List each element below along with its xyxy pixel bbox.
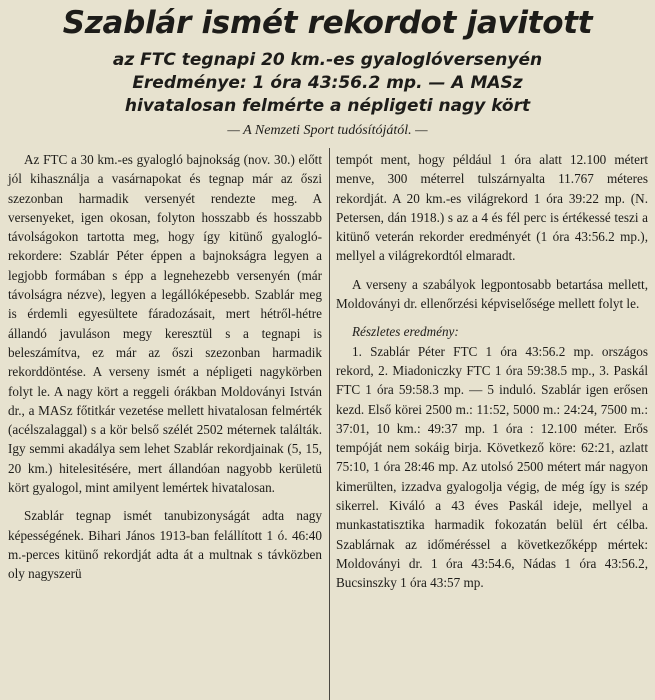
- paragraph: A verseny a szabályok legpontosabb betartása mellett, Moldoványi dr. ellenőrzési képviselősége mellett folyt le.: [336, 276, 648, 312]
- paragraph: Szablár tegnap ismét tanubizonyságát adta nagy képességének. Bihari János 1913-ban felállított 1 ó. 46:40 m.-perces kitünő rekordját adta át a multnak s távközben oly nagyszerü: [8, 508, 322, 582]
- subheadline-1: az FTC tegnapi 20 km.-es gyaloglóversenyén: [112, 50, 543, 70]
- results-heading: Részletes eredmény:: [352, 324, 459, 340]
- column-divider: [329, 148, 330, 700]
- headline: Szablár ismét rekordot javitott: [62, 5, 593, 41]
- byline: — A Nemzeti Sport tudósítójától. —: [227, 123, 428, 138]
- subheadline-2: Eredménye: 1 óra 43:56.2 mp. — A MASz: [132, 73, 523, 93]
- results-paragraph: 1. Szablár Péter FTC 1 óra 43:56.2 mp. országos rekord, 2. Miadoniczky FTC 1 óra 59:38.5 mp., 3. Paskál FTC 1 óra 59:58.3 mp. — 5 induló. Szablár igen erősen kezd. Első körei 2500 m.: 11:52, 5000 m.: 24:24, 7500 m.: 37:01, 10 km.: 49:37 mp. 1 óra : 12.100 méter. Erős tempóját nem sokáig birja. Következő köre: 62:21, azlatt 75:10, 1 óra 28:46 mp. Az utolsó 2500 métert már nagyon kimerülten, izzadva gyalogolja végig, de még így is szép sikerrel. Kiváló a 43 éves Paskál ideje, mellyel a munkastatisztika harmadik fokozatán belül ért célba. Szablárnak az időméréssel a következőképp mértek: Moldoványi dr. 1 óra 43:54.6, Nádas 1 óra 43:56.2, Bucsinszky 1 óra 43:57 mp.: [336, 343, 648, 591]
- subheadline-3: hivatalosan felmérte a népligeti nagy kört: [124, 96, 531, 116]
- paragraph: tempót ment, hogy például 1 óra alatt 12.100 métert menve, 300 méterrel tulszárnyalta 11.767 méteres rekordját. A 20 km.-es világrekord 1 óra 39:22 mp. (N. Petersen, dán 1918.) s az a 4 és fél perc is értékessé teszi a kitünő veterán rekorder eredményét (1 óra 43:56.2 mp.), mellyel a világrekordtól elmaradt.: [336, 152, 648, 264]
- paragraph: Az FTC a 30 km.-es gyalogló bajnokság (nov. 30.) előtt jól kihasználja a vasárnapokat és tegnap már az őszi szezonban harmadik versenyét rendezte meg. A versenyeket, igen okosan, folyton hosszabb és hosszabb távolságokon tartotta meg, hogy így kitünő gyalogló-rekordere: Szablár Péter éppen a bajnokságra legyen a legjobb formában s épp a legnehezebb versenyén (már távolságra nézve), legyen a legállóképesebb. Szablár meg is érdemli egyesültete fáradozásait, mert hétről-hétre állandó javuláson megy keresztül s a tegnapi is beleszámítva, ez már az őszi szezonban harmadik rekorddöntése. A verseny ismét a népligeti nagykörben folyt le. A nagy kört a reggeli órákban Moldoványi István dr., a MASz főtitkár vezetése mellett hivatalosan felmérték (acélszalaggal) s a kör belső szélét 2502 méternek találták. Igy semmi akadálya sem lehet Szablár rekordjainak (5, 15, 20 km.) hitelesitésére, mert állandóan nagyobb kerületü kört gyalogol, mint amilyent lemértek hivatalosan.: [8, 152, 322, 496]
- article-column-left: [8, 150, 322, 584]
- article-column-right: [336, 150, 648, 593]
